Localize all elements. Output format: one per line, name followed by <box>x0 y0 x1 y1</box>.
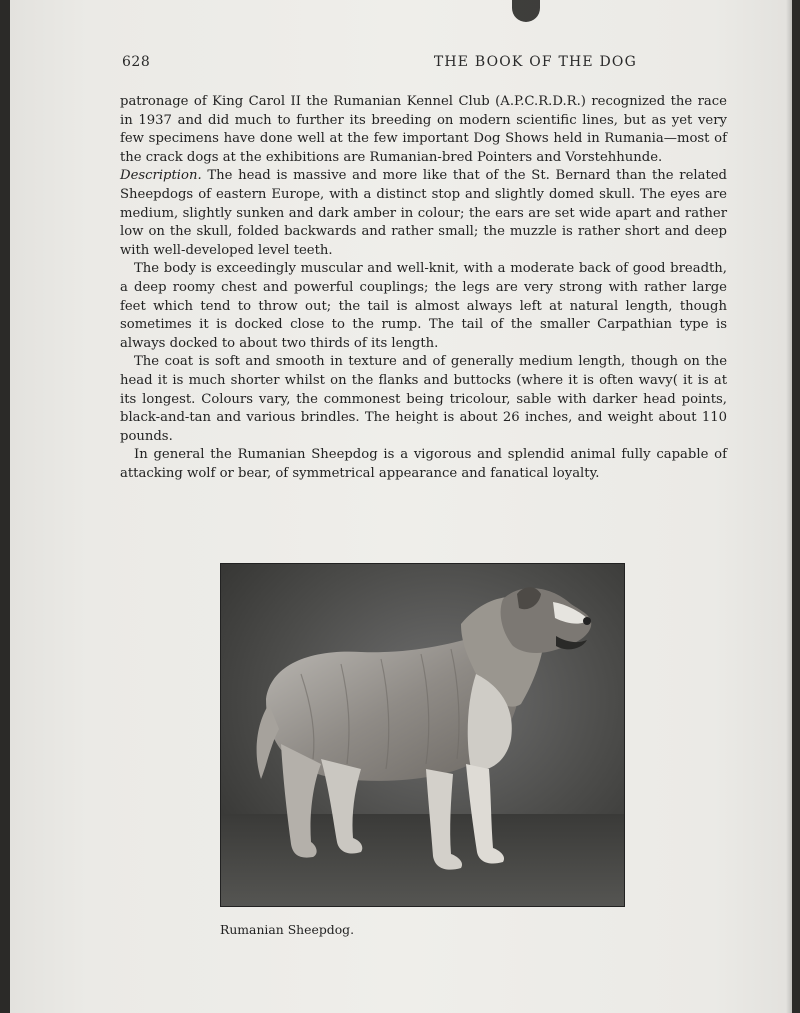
book-title: THE BOOK OF THE DOG <box>433 54 637 70</box>
paragraph-continuation: patronage of King Carol II the Rumanian Kennel Club (A.P.C.R.D.R.) recognized the race in 1937 and did much to further its breeding on modern scientific lines, but as yet very few specimens have done well at the few important Dog Shows held in Rumania—most of the crack dogs at the exhibitions are Rumanian-bred Pointers and Vorstehhunde. <box>120 94 727 165</box>
description-text: The head is massive and more like that of the St. Bernard than the related Sheepdogs of eastern Europe, with a distinct stop and slightly domed skull. The eyes are medium, slightly sunken and dark amber in colour; the ears are set wide apart and rather low on the skull, folded backwards and rather small; the muzzle is rather short and deep with well-developed level teeth. <box>120 168 727 258</box>
page-edge-shadow <box>786 0 792 1013</box>
body-text <box>120 93 727 483</box>
binding-hole <box>512 0 540 22</box>
dog-photograph <box>220 563 625 907</box>
figure-caption: Rumanian Sheepdog. <box>220 922 355 937</box>
book-page <box>10 0 792 1013</box>
running-head <box>122 54 727 74</box>
paragraph-coat: The coat is soft and smooth in texture and of generally medium length, though on the head it is much shorter whilst on the flanks and buttocks (where it is often wavy( it is at its longest. Colours vary, the commonest being tricolour, sable with darker head points, black-and-tan and various brindles. The height is about 26 inches, and weight about 110 pounds. <box>120 354 727 444</box>
paragraph-body: The body is exceedingly muscular and well-knit, with a moderate back of good breadth, a deep roomy chest and powerful couplings; the legs are very strong with rather large feet which tend to throw out; the tail is almost always left at natural length, though sometimes it is docked close to the rump. The tail of the smaller Carpathian type is always docked to about two thirds of its length. <box>120 261 727 351</box>
page-number: 628 <box>122 54 151 70</box>
dog-illustration <box>221 564 624 906</box>
paragraph-description <box>120 167 727 260</box>
paragraph-general: In general the Rumanian Sheepdog is a vigorous and splendid animal fully capable of attacking wolf or bear, of symmetrical appearance and fanatical loyalty. <box>120 447 727 481</box>
description-label: Description. <box>120 168 202 184</box>
